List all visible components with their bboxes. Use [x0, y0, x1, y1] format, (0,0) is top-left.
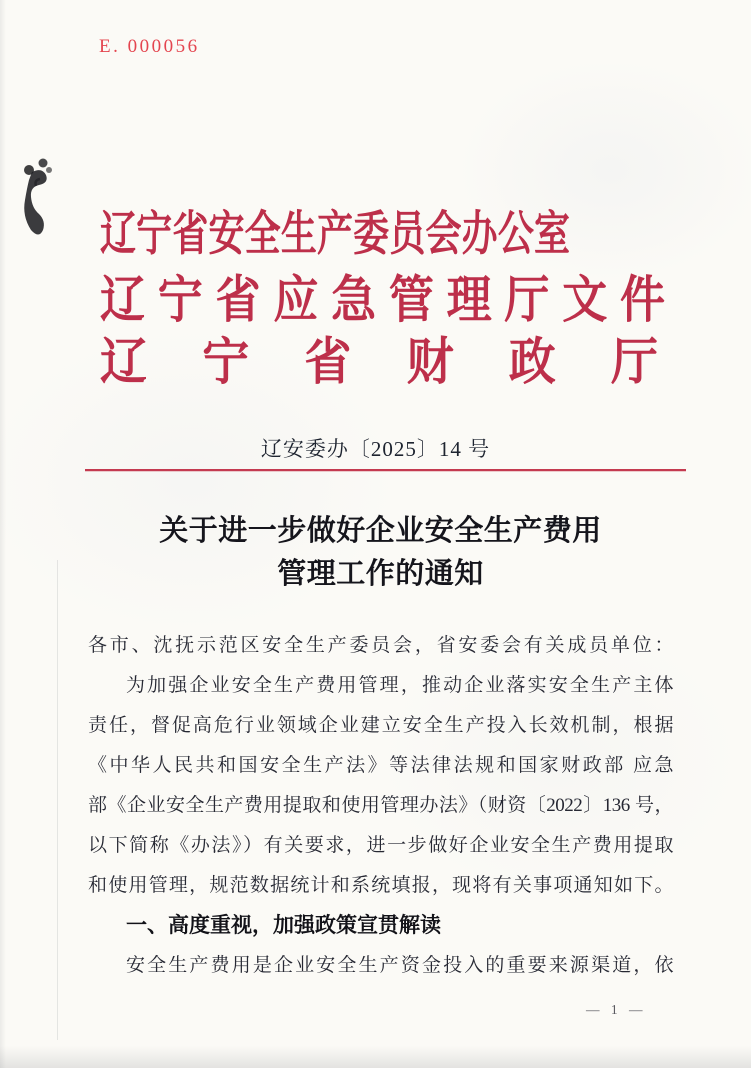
- body-line: 和使用管理，规范数据统计和系统填报，现将有关事项通知如下。: [88, 875, 673, 896]
- page-number: — 1 —: [586, 1002, 647, 1017]
- body-line: 以下简称《办法》）有关要求，进一步做好企业安全生产费用提取: [88, 835, 673, 856]
- paper-fold-line-artifact: [57, 560, 58, 1040]
- letterhead-line-3: 辽宁省财政厅: [100, 334, 658, 392]
- ink-blot-artifact: [8, 150, 68, 250]
- document-number: 辽安委办〔2025〕14 号: [260, 437, 491, 461]
- title-line-2: 管理工作的通知: [277, 558, 484, 590]
- scan-edge-shadow-left: [0, 0, 6, 1068]
- document-title: [10, 510, 751, 596]
- registration-stamp-number: E. 000056: [99, 36, 200, 57]
- document-body: [88, 626, 673, 986]
- body-line: 《中华人民共和国安全生产法》等法律法规和国家财政部 应急: [88, 755, 673, 776]
- body-line: 为加强企业安全生产费用管理，推动企业落实安全生产主体: [126, 675, 673, 696]
- body-line: 安全生产费用是企业安全生产资金投入的重要来源渠道，依: [126, 955, 673, 976]
- letterhead-divider-rule: [85, 469, 686, 471]
- scan-edge-shadow-bottom: [0, 1046, 751, 1068]
- body-line: 部《企业安全生产费用提取和使用管理办法》（财资〔2022〕136 号，: [88, 795, 673, 816]
- section-1-heading: 一、高度重视，加强政策宣贯解读: [126, 914, 441, 937]
- body-line: 责任，督促高危行业领域企业建立安全生产投入长效机制，根据: [88, 715, 673, 736]
- letterhead-line-1: 辽宁省安全生产委员会办公室: [100, 208, 570, 261]
- letterhead-line-2: 辽宁省应急管理厅文件: [100, 271, 665, 329]
- salutation-line: 各市、沈抚示范区安全生产委员会，省安委会有关成员单位：: [88, 635, 673, 656]
- title-line-1: 关于进一步做好企业安全生产费用: [159, 515, 602, 547]
